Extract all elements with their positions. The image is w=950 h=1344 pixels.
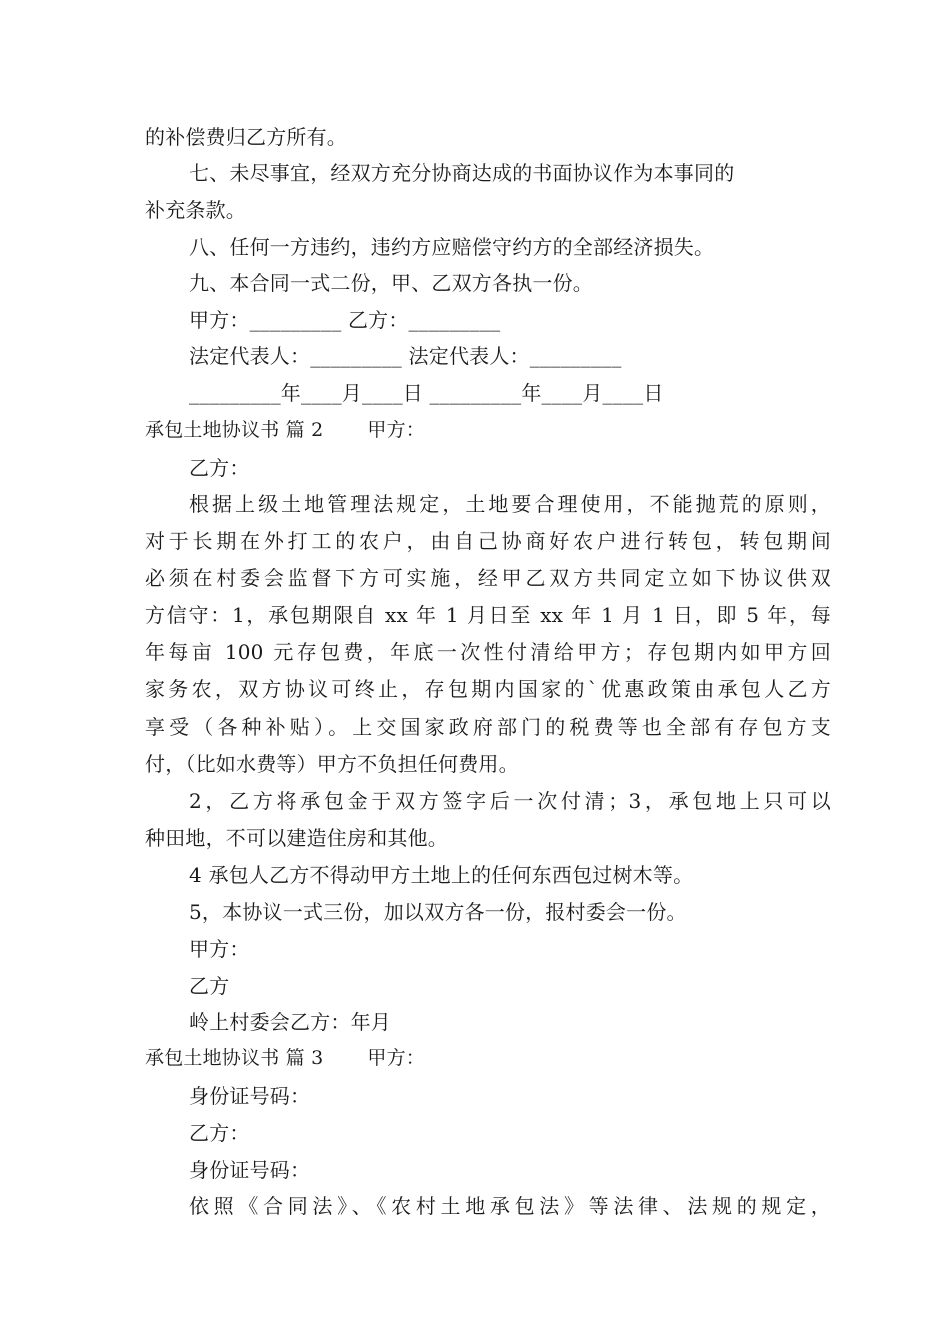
text-line: 九、本合同一式二份，甲、乙双方各执一份。 <box>189 271 593 295</box>
text-line: 乙方： <box>189 456 250 480</box>
text-line: 2，乙方将承包金于双方签字后一次付清；3，承包地上只可以 <box>189 789 831 813</box>
text-line: 5，本协议一式三份，加以双方各一份，报村委会一份。 <box>189 900 687 924</box>
text-line: 七、未尽事宜，经双方充分协商达成的书面协议作为本事同的 <box>189 161 735 185</box>
text-line: 补充条款。 <box>145 198 246 222</box>
text-line: 身份证号码： <box>189 1084 311 1108</box>
text-line: 年每亩 100 元存包费，年底一次性付清给甲方；存包期内如甲方回 <box>145 640 831 664</box>
text-line: 甲方： <box>189 937 250 961</box>
text-line: 根据上级土地管理法规定，土地要合理使用，不能抛荒的原则， <box>189 492 831 516</box>
section-title: 承包土地协议书 篇 2 <box>145 419 324 441</box>
text-line: 身份证号码： <box>189 1158 311 1182</box>
text-line: 付，（比如水费等）甲方不负担任何费用。 <box>145 752 519 776</box>
section-heading-2 <box>145 417 425 443</box>
text-line: 乙方： <box>189 1121 250 1145</box>
text-line: 必须在村委会监督下方可实施，经甲乙双方共同定立如下协议供双 <box>145 566 831 590</box>
signature-line: 法定代表人：_________ 法定代表人：_________ <box>189 344 622 368</box>
text-line: 享受（各种补贴）。上交国家政府部门的税费等也全部有存包方支 <box>145 715 831 739</box>
text-line: 的补偿费归乙方所有。 <box>145 125 347 149</box>
text-line: 家务农，双方协议可终止，存包期内国家的`优惠政策由承包人乙方 <box>145 677 831 701</box>
text-line: 4 承包人乙方不得动甲方土地上的任何东西包过树木等。 <box>189 863 694 887</box>
date-line: _________年____月____日 _________年____月____日 <box>189 381 664 405</box>
party-label: 甲方： <box>367 419 425 441</box>
text-line: 对于长期在外打工的农户，由自己协商好农户进行转包，转包期间 <box>145 529 831 553</box>
party-label: 甲方： <box>367 1047 425 1069</box>
text-line: 乙方 <box>189 974 230 998</box>
section-title: 承包土地协议书 篇 3 <box>145 1047 324 1069</box>
text-line: 种田地，不可以建造住房和其他。 <box>145 826 448 850</box>
section-heading-3 <box>145 1045 425 1071</box>
text-line: 依照《合同法》、《农村土地承包法》等法律、法规的规定， <box>189 1194 831 1218</box>
text-line: 岭上村委会乙方：年月 <box>189 1010 391 1034</box>
text-line: 方信守：1，承包期限自 xx 年 1 月日至 xx 年 1 月 1 日，即 5 年，每 <box>145 603 831 627</box>
signature-line: 甲方：_________ 乙方：_________ <box>189 308 501 332</box>
text-line: 八、任何一方违约，违约方应赔偿守约方的全部经济损失。 <box>189 235 715 259</box>
